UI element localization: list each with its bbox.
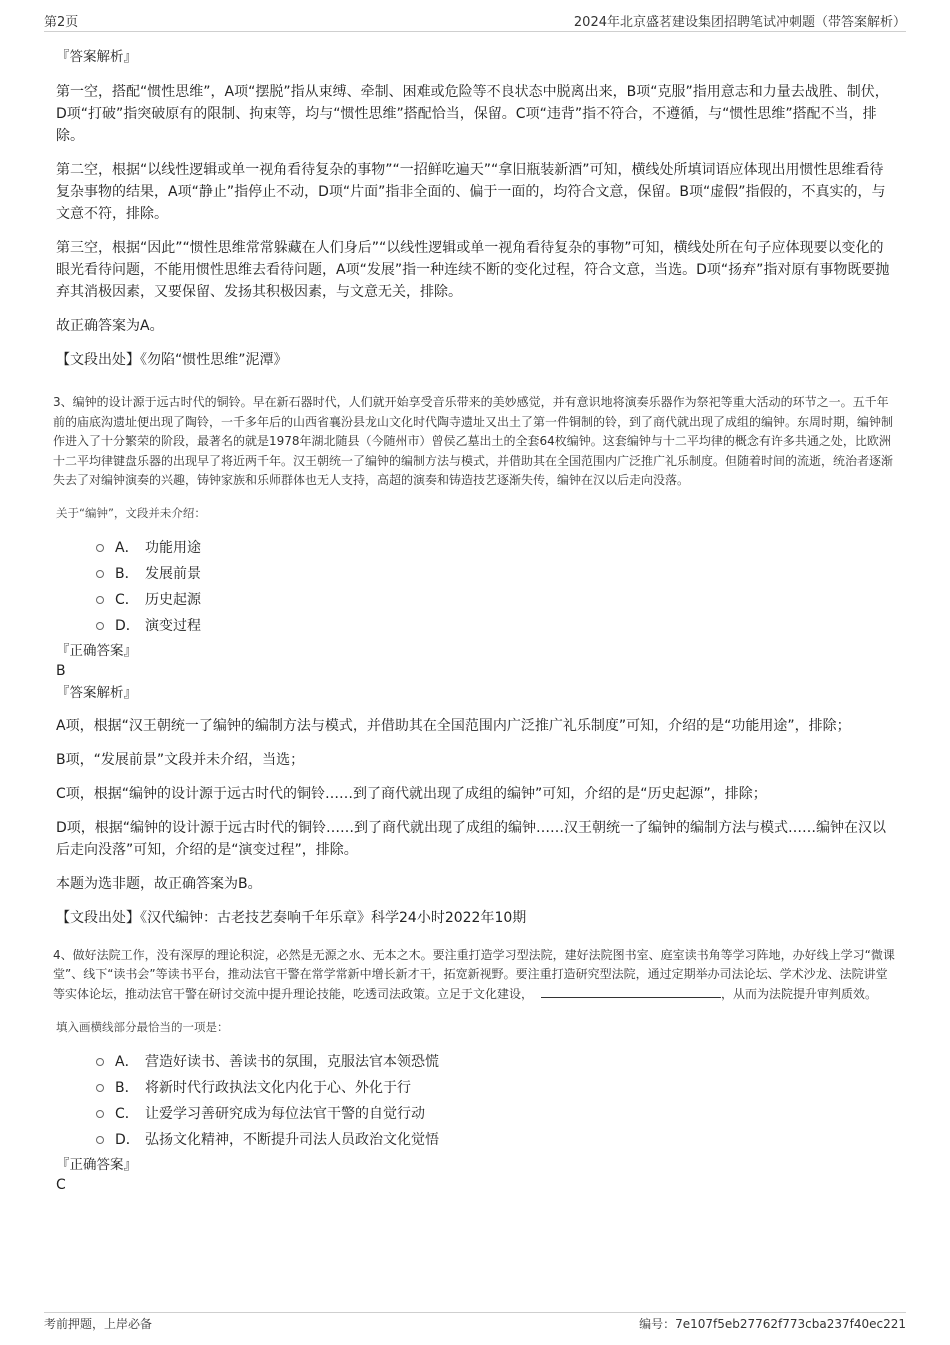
q3-answer-label: 『正确答案』	[56, 642, 137, 659]
answer-blank	[541, 985, 635, 998]
q3-options	[56, 535, 894, 639]
q4-option-c[interactable]: C． 让爱学习善研究成为每位法官干警的自觉行动	[56, 1101, 894, 1127]
q2-analysis-para-1: 第一空，搭配“惯性思维”，A项“摆脱”指从束缚、牵制、困难或危险等不良状态中脱离出来，B项“克服”指用意志和力量去战胜、制伏，D项“打破”指突破原有的限制、拘束等，均与“惯性思维”搭配恰当，保留。C项“违背”指不符合，不遵循，与“惯性思维”搭配不当，排除。	[56, 84, 889, 144]
q3-analysis-a: A项，根据“汉王朝统一了编钟的编制方法与模式，并借助其在全国范围内广泛推广礼乐制度”可知，介绍的是“功能用途”，排除；	[56, 717, 851, 734]
radio-icon[interactable]	[96, 544, 104, 552]
q4-question-text: 4、做好法院工作，没有深厚的理论积淀，必然是无源之水、无本之木。要注重打造学习型法院，建好法院图书室、庭室读书角等学习阵地，办好线上学习“微课堂”、线下“读书会”等读书平台，推动法官干警在常学常新中增长新才干，拓宽新视野。要注重打造研究型法院，通过定期举办司法论坛、学术沙龙、法院讲堂等实体论坛，推动法官干警在研讨交流中提升理论技能，吃透司法政策。立足于文化建设， ，从而为法院提升审判质效。	[53, 947, 895, 1001]
document-id: 编号：7e107f5eb27762f773cba237f40ec221	[639, 1317, 906, 1331]
page-footer	[44, 1312, 906, 1343]
q4-option-d[interactable]: D． 弘扬文化精神，不断提升司法人员政治文化觉悟	[56, 1127, 894, 1153]
q4-prompt: 填入画横线部分最恰当的一项是：	[56, 1020, 229, 1034]
radio-icon[interactable]	[96, 1084, 104, 1092]
q3-option-b[interactable]: B． 发展前景	[56, 561, 894, 587]
footer-slogan: 考前押题，上岸必备	[44, 1317, 153, 1331]
q2-analysis-para-2: 第二空，根据“以线性逻辑或单一视角看待复杂的事物”“一招鲜吃遍天”“拿旧瓶装新酒”可知，横线处所填词语应体现出用惯性思维看待复杂事物的结果，A项“静止”指停止不动，D项“片面”指非全面的、偏于一面的，均符合文意，保留。B项“虚假”指假的，不真实的，与文意不符，排除。	[56, 162, 886, 222]
page-number: 第2页	[44, 15, 79, 30]
q4-answer-label: 『正确答案』	[56, 1157, 137, 1173]
q3-question-text: 3、编钟的设计源于远古时代的铜铃。早在新石器时代，人们就开始享受音乐带来的美妙感觉，并有意识地将演奏乐器作为祭祀等重大活动的环节之一。五千年前的庙底沟遗址便出现了陶铃，一千多年后的山西省襄汾县龙山文化时代陶寺遗址又出土了第一件铜制的铃，到了商代就出现了成组的编钟。东周时期，编钟制作进入了十分繁荣的阶段，最著名的就是1978年湖北随县（今随州市）曾侯乙墓出土的全套64枚编钟。这套编钟与十二平均律的概念有许多共通之处，比欧洲十二平均律键盘乐器的出现早了将近两千年。汉王朝统一了编钟的编制方法与模式，并借助其在全国范围内广泛推广礼乐制度。但随着时间的流逝，统治者逐渐失去了对编钟演奏的兴趣，铸钟家族和乐师群体也无人支持，高超的演奏和铸造技艺逐渐失传，编钟在汉以后走向没落。	[53, 395, 894, 487]
q3-option-d[interactable]: D． 演变过程	[56, 613, 894, 639]
q3-answer: B	[56, 662, 66, 679]
q2-analysis-para-3: 第三空，根据“因此”“惯性思维常常躲藏在人们身后”“以线性逻辑或单一视角看待复杂的事物”可知，横线处所在句子应体现要以变化的眼光看待问题，不能用惯性思维去看待问题，A项“发展”指一种连续不断的变化过程，符合文意，当选。D项“扬弃”指对原有事物既要抛弃其消极因素，又要保留、发扬其积极因素，与文意无关，排除。	[56, 240, 890, 300]
q2-analysis-label: 『答案解析』	[56, 49, 137, 65]
q3-conclusion: 本题为选非题，故正确答案为B。	[56, 875, 262, 892]
radio-icon[interactable]	[96, 1110, 104, 1118]
q3-analysis-b: B项，“发展前景”文段并未介绍，当选；	[56, 751, 305, 768]
q4-answer: C	[56, 1177, 66, 1193]
q4-options	[56, 1049, 894, 1153]
q2-conclusion: 故正确答案为A。	[56, 318, 164, 334]
q4-option-a[interactable]: A． 营造好读书、善读书的氛围，克服法官本领恐慌	[56, 1049, 894, 1075]
q3-option-c[interactable]: C． 历史起源	[56, 587, 894, 613]
q3-prompt: 关于“编钟”，文段并未介绍：	[56, 505, 206, 520]
radio-icon[interactable]	[96, 1136, 104, 1144]
radio-icon[interactable]	[96, 1058, 104, 1066]
answer-blank	[635, 985, 721, 998]
radio-icon[interactable]	[96, 622, 104, 630]
q3-source: 【文段出处】《汉代编钟：古老技艺奏响千年乐章》科学24小时2022年10期	[56, 909, 527, 926]
q3-analysis-label: 『答案解析』	[56, 684, 137, 701]
q3-option-a[interactable]: A． 功能用途	[56, 535, 894, 561]
q4-option-b[interactable]: B． 将新时代行政执法文化内化于心、外化于行	[56, 1075, 894, 1101]
q3-analysis-c: C项，根据“编钟的设计源于远古时代的铜铃……到了商代就出现了成组的编钟”可知，介绍的是“历史起源”，排除；	[56, 785, 767, 802]
q2-source: 【文段出处】《勿陷“惯性思维”泥潭》	[56, 352, 288, 368]
page-content	[53, 44, 895, 1194]
q3-analysis-d: D项，根据“编钟的设计源于远古时代的铜铃……到了商代就出现了成组的编钟……汉王朝统一了编钟的编制方法与模式……编钟在汉以后走向没落”可知，介绍的是“演变过程”，排除。	[56, 819, 887, 858]
document-title: 2024年北京盛茗建设集团招聘笔试冲刺题（带答案解析）	[573, 15, 906, 30]
radio-icon[interactable]	[96, 570, 104, 578]
radio-icon[interactable]	[96, 596, 104, 604]
page-header	[44, 0, 906, 32]
